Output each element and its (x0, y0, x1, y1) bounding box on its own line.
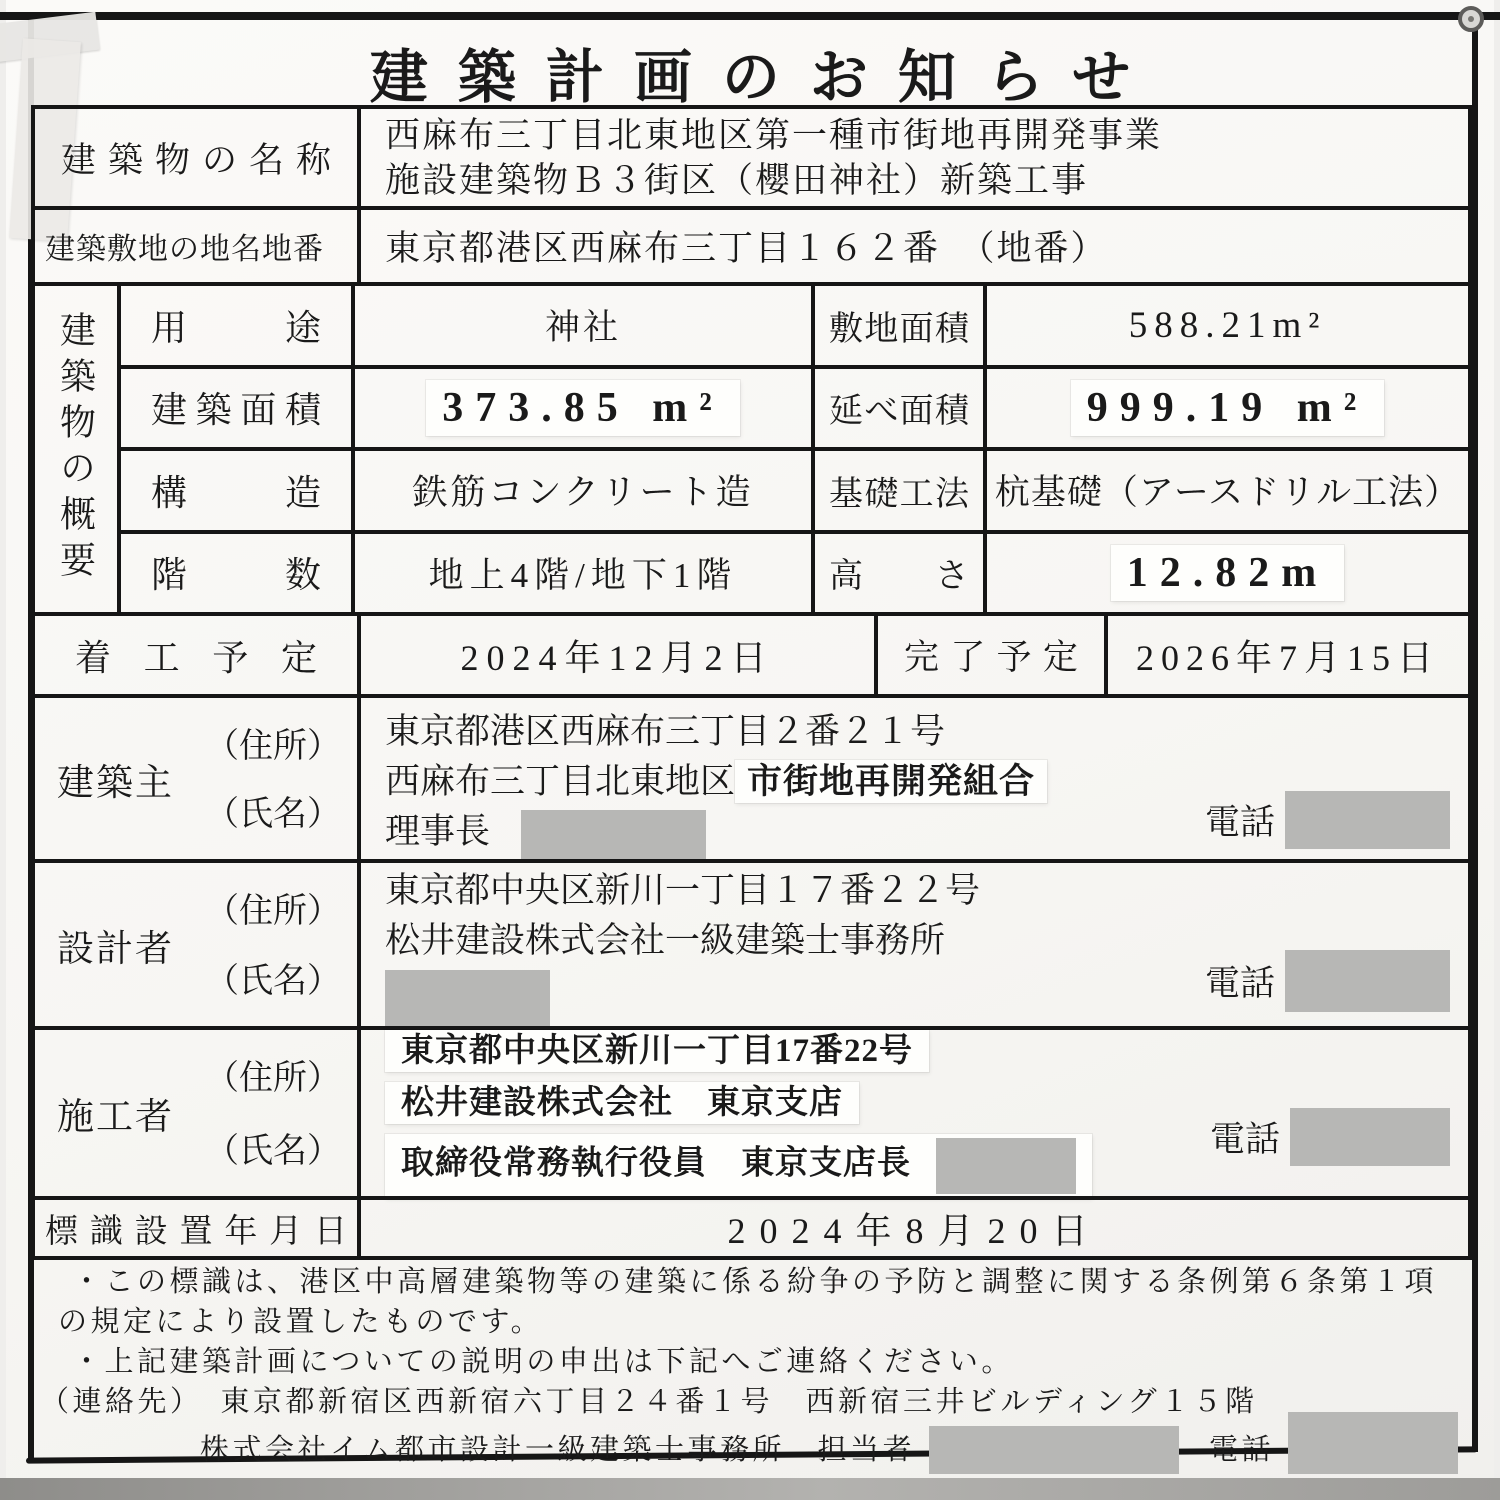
owner-value-cell (361, 698, 1468, 859)
designer-name-sublabel: （氏名） (205, 963, 341, 1000)
building-name-line1: 西麻布三丁目北東地区第一種市街地再開発事業 (385, 115, 1163, 155)
foundation-method-value: 杭基礎（アースドリル工法） (994, 473, 1461, 513)
owner-name-sublabel: （氏名） (205, 796, 341, 833)
ordinance-note-line2: の規定により設置したものです。 (58, 1306, 544, 1338)
owner-phone-label: 電話 (1204, 803, 1275, 842)
overview-row-structure (121, 447, 1468, 530)
designer-address-line: 東京都中央区新川一丁目１７番２２号 (385, 870, 981, 910)
building-name-value-cell (361, 109, 1468, 206)
building-name-row (35, 109, 1468, 206)
foundation-method-label: 基礎工法 (829, 475, 969, 513)
building-name-label: 建築物の名称 (61, 140, 331, 180)
building-name-label-cell (35, 109, 361, 206)
site-address-row (35, 206, 1468, 282)
redacted-contractor-phone (1290, 1108, 1450, 1166)
contractor-address-sublabel: （住所） (205, 1060, 341, 1097)
bolt-icon (1458, 6, 1484, 32)
height-value: 12.82m (1111, 545, 1345, 601)
total-floor-area-label: 延べ面積 (829, 393, 969, 431)
site-address-value: 東京都港区西麻布三丁目１６２番 （地番） (385, 229, 1108, 268)
owner-label-cell (35, 698, 361, 859)
owner-address-sublabel: （住所） (205, 728, 341, 765)
overview-row-use (121, 286, 1468, 365)
owner-address-line: 東京都港区西麻布三丁目２番２１号 (385, 712, 946, 752)
owner-row (35, 694, 1468, 859)
building-area-value: 373.85 m² (426, 380, 740, 436)
redacted-designer-phone (1285, 950, 1450, 1012)
completion-date-label-cell (878, 616, 1108, 694)
site-area-value: 588.21m² (1128, 304, 1327, 346)
overview-vertical-header: 建築物の概要 (55, 311, 96, 587)
building-overview-section (35, 282, 1468, 612)
use-value: 神社 (544, 308, 621, 348)
designer-address-sublabel: （住所） (205, 893, 341, 930)
start-date-label: 着工予定 (75, 637, 317, 678)
frame-top-edge (0, 12, 1500, 20)
owner-label: 建築主 (57, 762, 174, 804)
owner-phone (1205, 791, 1450, 849)
start-date-value: 2024年12月2日 (361, 616, 878, 694)
contractor-row (35, 1026, 1468, 1196)
overview-vertical-header-cell (35, 286, 121, 612)
sign-date-label: 標識設置年月日 (45, 1213, 347, 1250)
contractor-name-sublabel: （氏名） (205, 1133, 341, 1170)
ordinance-note-line1: ・この標識は、港区中高層建築物等の建築に係る紛争の予防と調整に関する条例第６条第１項 (72, 1266, 1438, 1298)
schedule-row (35, 612, 1468, 694)
notice-table (31, 105, 1472, 1260)
owner-representative-line: 理事長 (385, 807, 1468, 860)
footer-notes (40, 1262, 1460, 1474)
designer-firm-line: 松井建設株式会社一級建築士事務所 (385, 920, 946, 960)
height-label: 高さ (829, 558, 969, 596)
contractor-representative-line: 取締役常務執行役員 東京支店長 (385, 1134, 1092, 1198)
site-address-label-cell (35, 210, 361, 282)
sign-date-row (35, 1196, 1468, 1256)
frame-right-edge (1472, 20, 1478, 1452)
contractor-phone-label: 電話 (1209, 1120, 1280, 1159)
site-area-label: 敷地面積 (829, 310, 969, 348)
floors-value: 地上4階/地下1階 (428, 555, 738, 595)
designer-phone-label: 電話 (1204, 964, 1275, 1003)
redacted-owner-phone (1285, 791, 1450, 849)
designer-label-cell (35, 863, 361, 1026)
contractor-label: 施工者 (57, 1097, 174, 1138)
owner-org-line: 西麻布三丁目北東地区 市街地再開発組合 (385, 757, 1468, 807)
floors-label: 階数 (151, 555, 321, 596)
ground-strip (0, 1478, 1500, 1500)
contractor-address-line: 東京都中央区新川一丁目17番22号 (385, 1030, 929, 1072)
use-label: 用途 (151, 307, 321, 348)
completion-date-value: 2026年7月15日 (1135, 637, 1440, 678)
sign-date-label-cell (35, 1200, 361, 1256)
owner-org-bold: 市街地再開発組合 (735, 760, 1047, 803)
structure-label: 構造 (151, 472, 321, 513)
contact-firm-line: 株式会社イム都市設計一級建築士事務所 担当者 電話 (40, 1426, 1460, 1474)
contractor-phone (1210, 1108, 1450, 1166)
start-date-label-cell (35, 616, 361, 694)
designer-phone (1205, 950, 1450, 1012)
contact-phone-label: 電話 (1209, 1434, 1275, 1466)
overview-row-floors (121, 530, 1468, 613)
contact-address-line: （連絡先） 東京都新宿区西新宿六丁目２４番１号 西新宿三井ビルディング１５階 (40, 1386, 1258, 1418)
structure-value: 鉄筋コンクリート造 (412, 473, 754, 513)
building-name-line2: 施設建築物Ｂ３街区（櫻田神社）新築工事 (385, 160, 1089, 200)
building-area-label: 建築面積 (151, 390, 321, 431)
inquiry-note: ・上記建築計画についての説明の申出は下記へご連絡ください。 (72, 1346, 1014, 1378)
sign-date-value: 2024年8月20日 (727, 1210, 1102, 1251)
completion-date-label: 完了予定 (904, 638, 1078, 677)
total-floor-area-value: 999.19 m² (1071, 380, 1385, 436)
redacted-contact-person (929, 1426, 1179, 1474)
contractor-company-line: 松井建設株式会社 東京支店 (385, 1082, 859, 1124)
redacted-owner-name (521, 810, 706, 860)
site-address-label: 建築敷地の地名地番 (45, 233, 324, 266)
redacted-contractor-name (936, 1138, 1076, 1194)
designer-row (35, 859, 1468, 1026)
sign-title: 建築計画のお知らせ (369, 45, 1161, 110)
designer-label: 設計者 (57, 928, 174, 970)
contractor-label-cell (35, 1030, 361, 1196)
contractor-value-cell (361, 1030, 1468, 1196)
designer-value-cell (361, 863, 1468, 1026)
redacted-contact-phone (1288, 1412, 1458, 1474)
overview-row-area (121, 365, 1468, 448)
